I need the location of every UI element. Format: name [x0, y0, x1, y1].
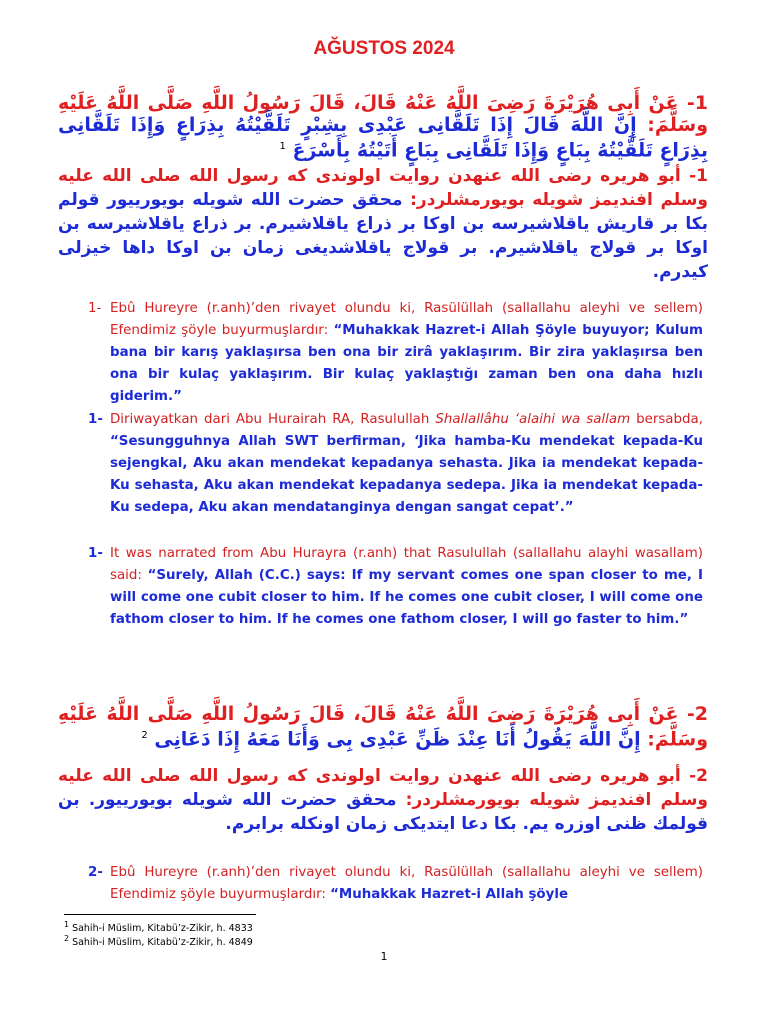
footnote-1-number: 1 [64, 920, 70, 929]
hadith-2-ottoman-chain: 2- أبو هريره رضى الله عنهدن روايت اولوندى كه رسول الله صلى الله عليه وسلم افنديمز شويله بويورمشلردر: [58, 766, 709, 810]
hadith-2-arabic-chain: 2- عَنْ أَبِى هُرَيْرَةَ رَضِىَ اللَّهُ عَنْهُ قَالَ، قَالَ رَسُولُ اللَّهِ صَلَّى اللَّهُ عَلَيْهِ وسَلَّمَ: [58, 703, 708, 751]
hadith-2-arabic-text: إِنَّ اللَّهَ يَقُولُ أَنَا عِنْدَ ظَنِّ عَبْدِى بِى وَأَنَا مَعَهُ إِذَا دَعَانِى [154, 728, 641, 751]
footnote-1 [64, 920, 253, 934]
page-title: AĞUSTOS 2024 [313, 38, 455, 59]
list-number: 1- [88, 412, 103, 427]
hadith-2-turkish [88, 862, 703, 906]
hadith-1-arabic-chain: 1- عَنْ أَبِى هُرَيْرَةَ رَضِىَ اللَّهُ عَنْهُ قَالَ، قَالَ رَسُولُ اللَّهِ صَلَّى اللَّهُ عَلَيْهِ وسَلَّمَ: [58, 92, 708, 136]
hadith-1-english-text: “Surely, Allah (C.C.) says: If my servant comes one span closer to me, I will come one cubit closer to him. If he comes one cubit closer, I will come one fathom closer to him. If he comes one fathom closer, I will go faster to him.” [110, 568, 703, 627]
hadith-1-indonesian-said: bersabda, [630, 412, 703, 427]
footnote-2-text: Sahih-i Müslim, Kitabü’z-Zikir, h. 4849 [72, 937, 253, 949]
list-number: 1- [88, 546, 103, 561]
footnote-1-text: Sahih-i Müslim, Kitabü’z-Zikir, h. 4833 [72, 923, 253, 935]
hadith-1-indonesian-text: “Sesungguhnya Allah SWT berfirman, ‘Jika hamba-Ku mendekat kepada-Ku sejengkal, Aku akan mendekat kepadanya sehasta. Jika ia mendekat kepada-Ku sehasta, Aku akan mendekat kepadanya sedepa. Jika ia mendekat kepada-Ku sedepa, Aku akan mendatanginya dengan sangat cepat’.” [110, 434, 703, 515]
hadith-1-english [88, 543, 703, 631]
footnote-ref-1: 1 [279, 141, 286, 152]
hadith-2-ottoman-text: محقق حضرت الله شويله بويورييور. بن قولمك ظنى اوزره يم. بكا دعا ايتديكى زمان اونكله برابرم. [58, 790, 708, 834]
page-number: 1 [380, 950, 388, 963]
hadith-1-english-chain: It was narrated from Abu Hurayra (r.anh) that Rasulullah (sallallahu alayhi wasallam) said: [110, 546, 703, 583]
list-number: 2- [88, 865, 103, 880]
hadith-2-arabic [58, 703, 708, 750]
footnote-2 [64, 934, 253, 948]
hadith-1-arabic-text: إِنَّ اللَّهَ قَالَ إِذَا تَلَقَّانِى عَبْدِى بِشِبْرٍ تَلَقَّيْتُهُ بِذِرَاعٍ وَإِذَا تَلَقَّانِى بِذِرَاعٍ تَلَقَّيْتُهُ بِبَاعٍ وَإِذَا تَلَقَّانِى بِبَاعٍ أَتَيْتُهُ بِأَسْرَعَ [58, 114, 708, 162]
footnote-separator [64, 914, 256, 915]
footnote-ref-2: 2 [141, 730, 148, 741]
list-number: 1- [88, 301, 102, 316]
hadith-2-ottoman [58, 764, 708, 836]
hadith-1-turkish-text: “Muhakkak Hazret-i Allah Şöyle buyuyor; Kulum bana bir karış yaklaşırsa ben ona bir zirâ yaklaşırım. Bir zira yaklaşırsa ben ona bir kulaç yaklaşırım. Bir kulaç yaklaştığı zaman ben ona daha hızlı giderim.” [110, 323, 703, 404]
hadith-1-indonesian [88, 409, 703, 519]
hadith-1-indonesian-salutation: Shallallâhu ‘alaihi wa sallam [435, 412, 631, 427]
hadith-1-ottoman [58, 164, 708, 284]
hadith-2-turkish-text: “Muhakkak Hazret-i Allah şöyle [330, 887, 569, 902]
hadith-1-ottoman-text: محقق حضرت الله شويله بويورييور قولم بكا بر قاريش ياقلاشيرسه بن اوكا بر ذراع ياقلاشيرم. بر ذراع ياقلاشيرسه بن اوكا بر قولاج ياقلاشيرم. بر قولاج ياقلاشديغى زمان بن اوكا داها خيزلى كيدرم. [58, 190, 708, 282]
hadith-1-indonesian-chain: Diriwayatkan dari Abu Hurairah RA, Rasulullah [110, 412, 436, 427]
hadith-1-turkish-chain: Ebû Hureyre (r.anh)’den rivayet olundu ki, Rasülüllah (sallallahu aleyhi ve sellem) Efendimiz şöyle buyurmuşlardır: [110, 301, 703, 338]
footnote-2-number: 2 [64, 934, 70, 943]
hadith-1-turkish [88, 298, 703, 408]
hadith-2-turkish-chain: Ebû Hureyre (r.anh)’den rivayet olundu ki, Rasülüllah (sallallahu aleyhi ve sellem) Efendimiz şöyle buyurmuşlardır: [110, 865, 703, 902]
hadith-1-arabic [58, 92, 708, 161]
hadith-1-ottoman-chain: 1- أبو هريره رضى الله عنهدن روايت اولوندى كه رسول الله صلى الله عليه وسلم افنديمز شويله بويورمشلردر: [58, 166, 709, 210]
